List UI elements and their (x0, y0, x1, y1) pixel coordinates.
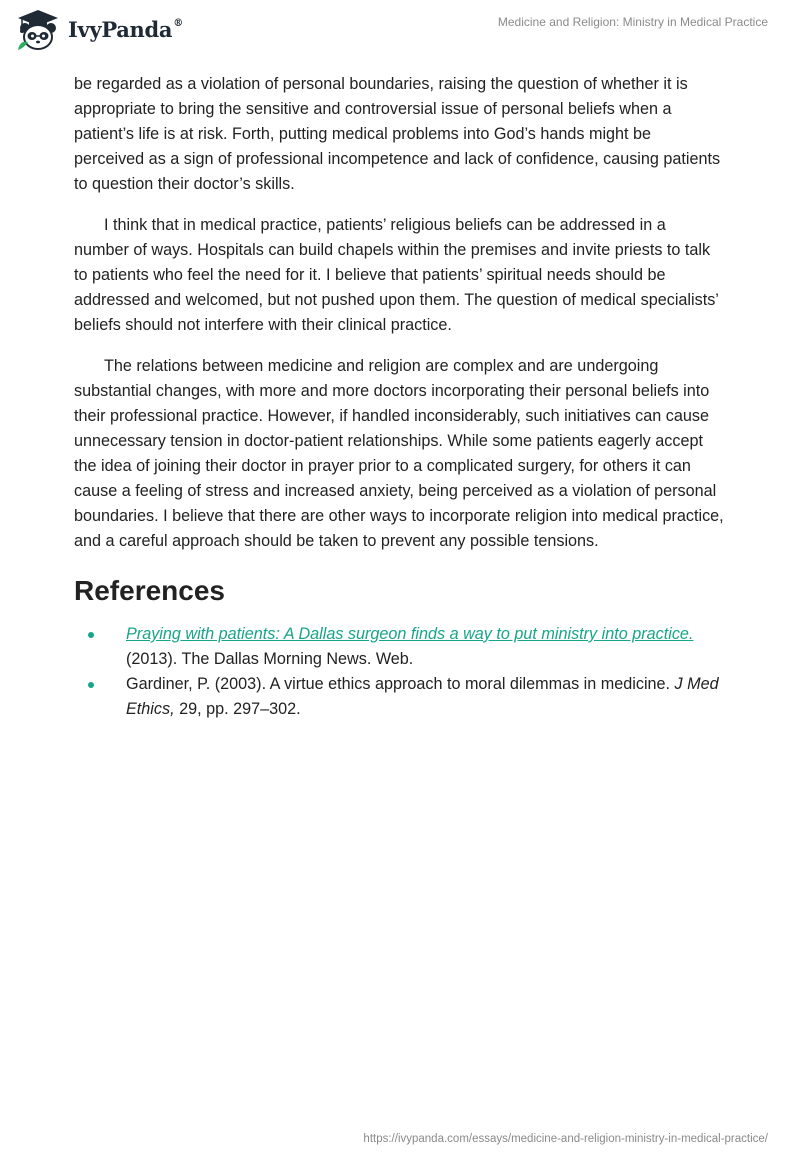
bullet-icon (88, 632, 94, 638)
journal-title: J Med Ethics, (126, 675, 719, 718)
essay-paragraph: The relations between medicine and religion are complex and are undergoing substantial changes, with more and more doctors incorporating their personal beliefs into their professional practice. However, if handled inconsiderably, such initiatives can cause unnecessary tension in doctor-patient relationships. While some patients eagerly accept the idea of joining their doctor in prayer prior to a complicated surgery, for others it can cause a feeling of stress and increased anxiety, being perceived as a violation of personal boundaries. I believe that there are other ways to incorporate religion into medical practice, and a careful approach should be taken to prevent any possible tensions. (74, 357, 724, 550)
references-heading: References (74, 575, 225, 606)
source-url[interactable]: https://ivypanda.com/essays/medicine-and-religion-ministry-in-medical-practice/ (363, 1133, 768, 1145)
references-list (74, 622, 724, 722)
essay-paragraph: I think that in medical practice, patients’ religious beliefs can be addressed in a number of ways. Hospitals can build chapels within the premises and invite priests to talk to patients who feel the need for it. I believe that patients’ spiritual needs should be addressed and welcomed, but not pushed upon them. The question of medical specialists’ beliefs should not interfere with their clinical practice. (74, 216, 719, 334)
reference-citation: (2013). The Dallas Morning News. Web. (126, 650, 414, 668)
reference-item (74, 622, 724, 672)
reference-link[interactable]: Praying with patients: A Dallas surgeon finds a way to put ministry into practice. (126, 625, 694, 643)
page-header (0, 0, 800, 70)
reference-item (74, 672, 724, 722)
essay-paragraph: be regarded as a violation of personal boundaries, raising the question of whether it is appropriate to bring the sensitive and controversial issue of personal beliefs when a patient’s life is at risk. Forth, putting medical problems into God’s hands might be perceived as a sign of professional incompetence and lack of confidence, causing patients to question their doctor’s skills. (74, 75, 721, 193)
document-title: Medicine and Religion: Ministry in Medical Practice (497, 15, 768, 29)
reference-citation-tail: 29, pp. 297–302. (174, 700, 301, 718)
bullet-icon (88, 682, 94, 688)
reference-citation: Gardiner, P. (2003). A virtue ethics approach to moral dilemmas in medicine. (126, 675, 675, 693)
panda-graduate-icon (14, 8, 62, 52)
essay-content (74, 72, 724, 722)
brand-logo[interactable] (14, 8, 183, 52)
brand-name: IvyPanda® (68, 16, 183, 42)
